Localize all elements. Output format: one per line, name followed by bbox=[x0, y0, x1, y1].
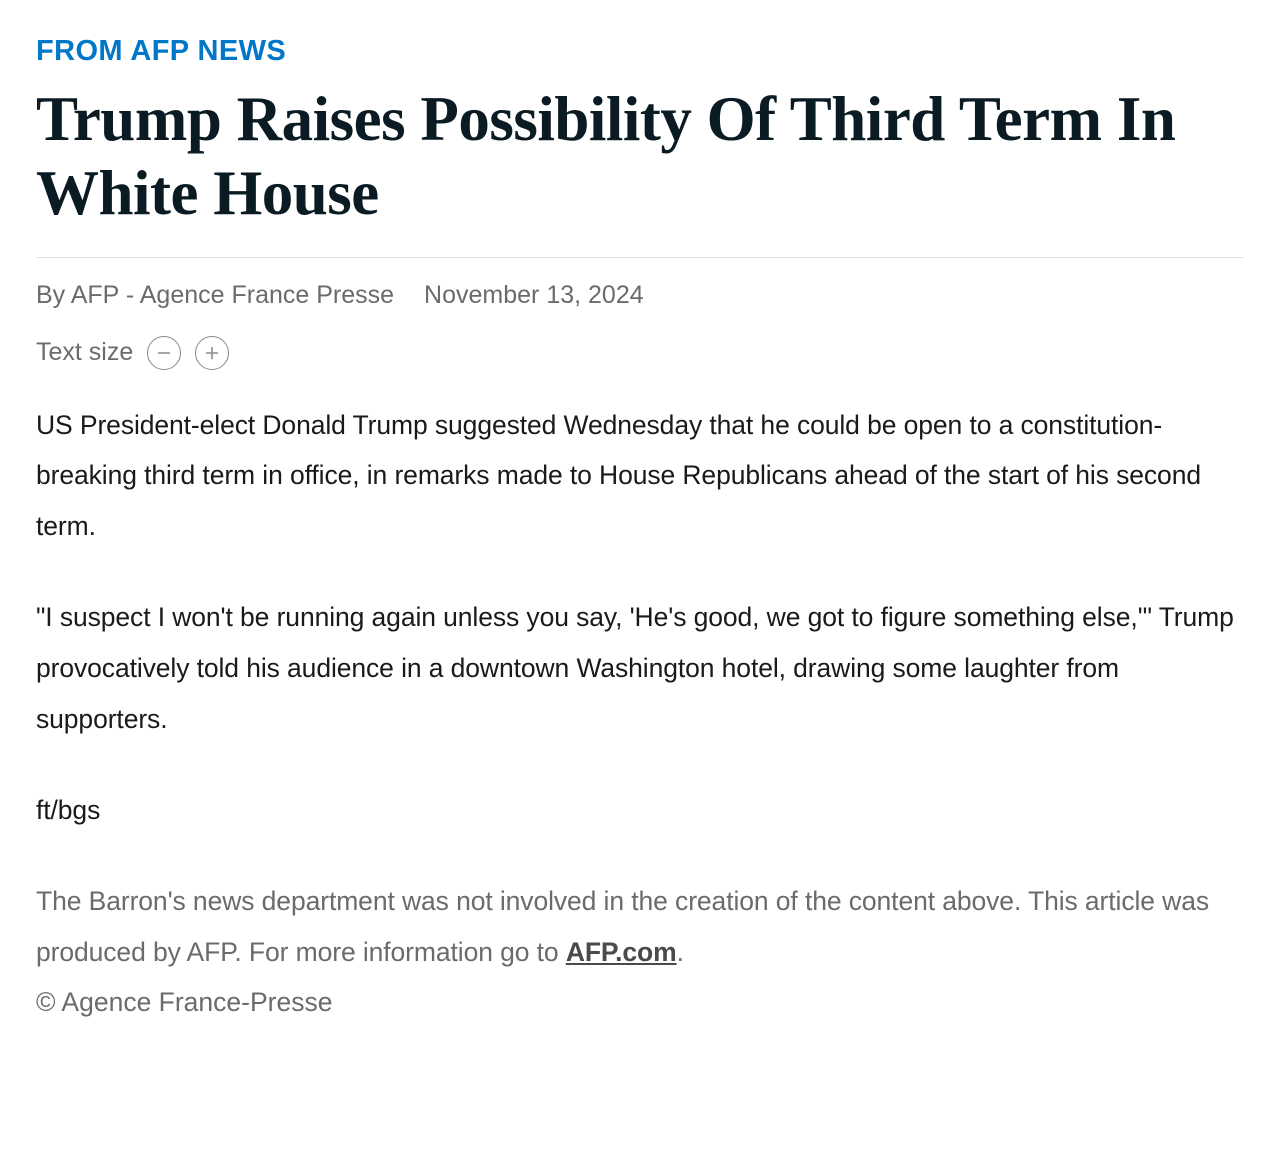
disclaimer-text-after: . bbox=[676, 936, 684, 967]
copyright-notice: © Agence France-Presse bbox=[36, 987, 333, 1018]
page-title: Trump Raises Possibility Of Third Term In White House bbox=[36, 83, 1176, 229]
afp-link[interactable]: AFP.com bbox=[565, 936, 677, 967]
byline-row bbox=[36, 280, 1244, 310]
header-divider bbox=[36, 257, 1244, 258]
minus-circle-icon bbox=[155, 344, 173, 362]
disclaimer-text-before: The Barron's news department was not involved in the creation of the content above. This article was produced by AFP. For more information go to bbox=[36, 885, 1209, 967]
article-paragraph: US President-elect Donald Trump suggested Wednesday that he could be open to a constitution-breaking third term in office, in remarks made to House Republicans ahead of the start of his second term. bbox=[36, 409, 1201, 542]
increase-text-size-button[interactable] bbox=[195, 336, 229, 370]
article-kicker: FROM AFP NEWS bbox=[36, 35, 287, 67]
text-size-control bbox=[36, 336, 1244, 370]
article-disclaimer bbox=[36, 876, 1244, 978]
decrease-text-size-button[interactable] bbox=[147, 336, 181, 370]
text-size-label: Text size bbox=[36, 338, 134, 367]
article-body bbox=[36, 400, 1244, 836]
article-paragraph: ft/bgs bbox=[36, 794, 101, 825]
plus-circle-icon bbox=[203, 344, 221, 362]
article-byline: By AFP - Agence France Presse bbox=[36, 280, 395, 309]
article-paragraph: "I suspect I won't be running again unless you say, 'He's good, we got to figure something else,'" Trump provocatively told his audience in a downtown Washington hotel, drawing some laughter from supporters. bbox=[36, 602, 1234, 734]
article-publish-date: November 13, 2024 bbox=[424, 280, 644, 309]
